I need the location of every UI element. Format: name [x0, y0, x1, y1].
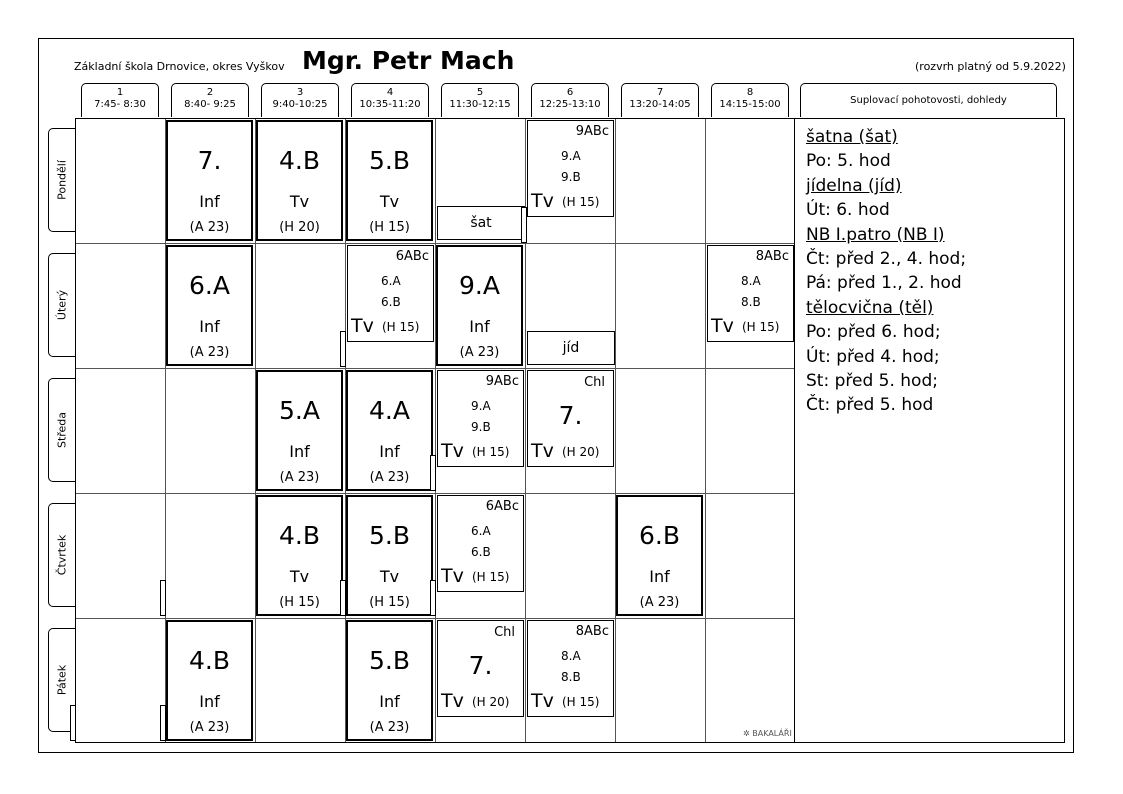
period-header-1: 1 7:45- 8:30	[81, 83, 159, 117]
group-lesson-cell[interactable]: 6ABc 6.A 6.B Tv (H 15)	[347, 245, 434, 342]
group-lesson-cell[interactable]: 9ABc 9.A 9.B Tv (H 15)	[437, 370, 524, 467]
group-lesson-cell[interactable]: 8ABc 8.A 8.B Tv (H 15)	[527, 620, 614, 717]
lesson-cell[interactable]: 7. Inf (A 23)	[166, 120, 253, 241]
lesson-cell[interactable]: 6.B Inf (A 23)	[616, 495, 703, 616]
period-header-5: 5 11:30-12:15	[441, 83, 519, 117]
teacher-name: Mgr. Petr Mach	[302, 46, 515, 75]
supervision-header: Suplovací pohotovosti, dohledy	[800, 83, 1057, 117]
duty-marker	[160, 580, 166, 616]
group-lesson-cell[interactable]: 6ABc 6.A 6.B Tv (H 15)	[437, 495, 524, 592]
supervision-line: Po: před 6. hod;	[806, 322, 941, 343]
lesson-cell[interactable]: 4.A Inf (A 23)	[346, 370, 433, 491]
duty-marker	[70, 705, 76, 741]
duty-marker	[340, 331, 346, 367]
supervision-line: Čt: před 5. hod	[806, 395, 934, 416]
duty-box[interactable]: šat	[437, 206, 525, 240]
lesson-cell[interactable]: 6.A Inf (A 23)	[166, 245, 253, 366]
lesson-cell[interactable]: 5.A Inf (A 23)	[256, 370, 343, 491]
lesson-cell[interactable]: 9.A Inf (A 23)	[436, 245, 523, 366]
supervision-heading: jídelna (jíd)	[806, 175, 902, 196]
lesson-cell[interactable]: 5.B Inf (A 23)	[346, 620, 433, 741]
duty-marker	[430, 455, 436, 491]
supervision-heading: tělocvična (těl)	[806, 297, 934, 318]
lesson-cell[interactable]: 5.B Tv (H 15)	[346, 495, 433, 616]
period-header-8: 8 14:15-15:00	[711, 83, 789, 117]
supervision-line: Pá: před 1., 2. hod	[806, 273, 962, 294]
day-tab-monday: Pondělí	[48, 128, 75, 232]
supervision-heading: NB I.patro (NB I)	[806, 224, 945, 245]
period-header-7: 7 13:20-14:05	[621, 83, 699, 117]
supervision-line: Út: před 4. hod;	[806, 346, 940, 367]
duty-box[interactable]: jíd	[527, 331, 615, 365]
bakalari-logo: ✲ BAKALÁŘI	[743, 729, 792, 738]
lesson-cell[interactable]: 4.B Inf (A 23)	[166, 620, 253, 741]
supervision-line: Po: 5. hod	[806, 151, 891, 172]
logo-icon: ✲	[743, 729, 750, 738]
supervision-line: Út: 6. hod	[806, 200, 890, 221]
period-header-3: 3 9:40-10:25	[261, 83, 339, 117]
supervision-line: Čt: před 2., 4. hod;	[806, 249, 967, 270]
lesson-cell[interactable]: 5.B Tv (H 15)	[346, 120, 433, 241]
day-tab-thursday: Čtvrtek	[48, 503, 75, 607]
period-header-4: 4 10:35-11:20	[351, 83, 429, 117]
group-lesson-cell[interactable]: 8ABc 8.A 8.B Tv (H 15)	[707, 245, 794, 342]
shared-lesson-cell[interactable]: Chl 7. Tv (H 20)	[437, 620, 524, 717]
day-tab-wednesday: Středa	[48, 378, 75, 482]
period-header-6: 6 12:25-13:10	[531, 83, 609, 117]
period-header-2: 2 8:40- 9:25	[171, 83, 249, 117]
school-name: Základní škola Drnovice, okres Vyškov	[74, 60, 285, 73]
day-tab-tuesday: Úterý	[48, 253, 75, 357]
group-lesson-cell[interactable]: 9ABc 9.A 9.B Tv (H 15)	[527, 120, 614, 217]
supervision-line: St: před 5. hod;	[806, 371, 938, 392]
supervision-list	[806, 125, 966, 418]
lesson-cell[interactable]: 4.B Tv (H 20)	[256, 120, 343, 241]
shared-lesson-cell[interactable]: Chl 7. Tv (H 20)	[527, 370, 614, 467]
lesson-cell[interactable]: 4.B Tv (H 15)	[256, 495, 343, 616]
duty-marker	[430, 580, 436, 616]
supervision-heading: šatna (šat)	[806, 127, 898, 147]
day-tab-friday: Pátek	[48, 628, 75, 732]
validity-note: (rozvrh platný od 5.9.2022)	[915, 60, 1066, 73]
